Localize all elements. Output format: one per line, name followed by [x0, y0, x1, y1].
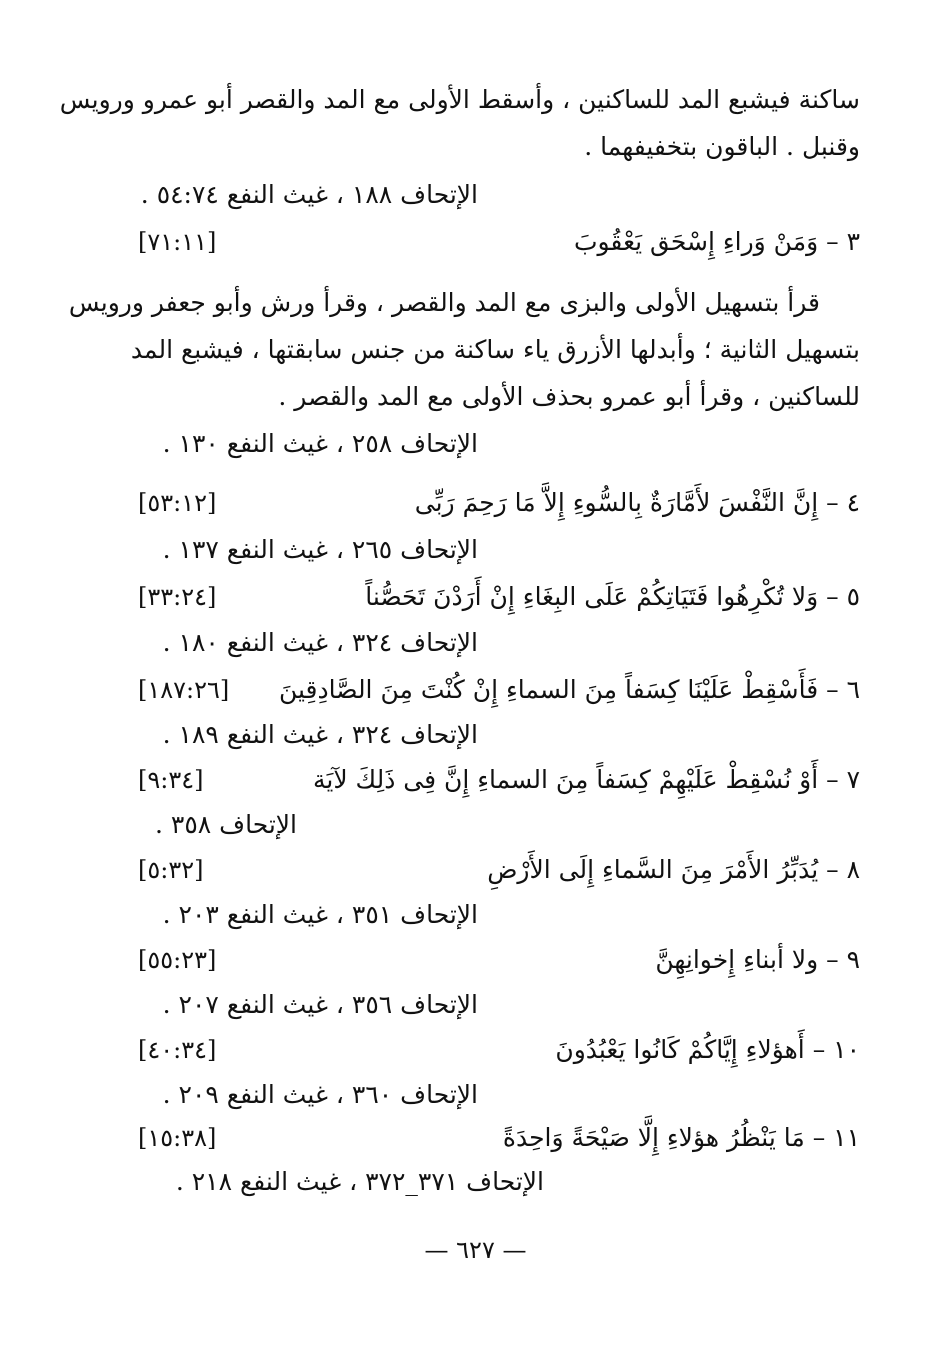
verse-line: ١٠ – أَهؤلاءِ إِيَّاكُمْ كَانُوا يَعْبُدُونَ	[555, 1035, 860, 1064]
verse-line: ٧ – أَوْ نُسْقِطْ عَلَيْهِمْ كِسَفاً مِنَ السماءِ إِنَّ فِى ذَلِكَ لآيَة	[312, 765, 860, 794]
reference-line: الإتحاف ٣٦٠ ، غيث النفع ٢٠٩ .	[162, 1080, 478, 1109]
text-line: قرأ بتسهيل الأولى والبزى مع المد والقصر ، وقرأ ورش وأبو جعفر ورويس	[68, 288, 820, 317]
verse-reference: [٥٣:١٢]	[138, 489, 217, 517]
text-line: وقنبل . الباقون بتخفيفهما .	[584, 132, 860, 161]
reference-line: الإتحاف ٢٥٨ ، غيث النفع ١٣٠ .	[162, 429, 478, 458]
reference-line: الإتحاف ٣٥٨ .	[155, 810, 297, 839]
verse-line: ٩ – ولا أبناءِ إِخوانِهِنَّ	[655, 945, 860, 974]
reference-line: الإتحاف ٢٦٥ ، غيث النفع ١٣٧ .	[162, 535, 478, 564]
text-line: ساكنة فيشبع المد للساكنين ، وأسقط الأولى مع المد والقصر أبو عمرو ورويس	[59, 85, 860, 114]
page-number: — ٦٢٧ —	[424, 1236, 527, 1264]
verse-reference: [٣٣:٢٤]	[138, 583, 217, 611]
text-line: بتسهيل الثانية ؛ وأبدلها الأزرق ياء ساكنة من جنس سابقتها ، فيشبع المد	[130, 335, 860, 364]
verse-reference: [٩:٣٤]	[138, 766, 204, 794]
verse-line: ٦ – فَأَسْقِطْ عَلَيْنَا كِسَفاً مِنَ السماءِ إِنْ كُنْتَ مِنَ الصَّادِقِينَ	[278, 675, 860, 704]
verse-line: ٣ – وَمَنْ وَراءِ إِسْحَق يَعْقُوبَ	[573, 227, 860, 256]
reference-line: الإتحاف ٣٢٤ ، غيث النفع ١٨٠ .	[162, 628, 478, 657]
verse-line: ١١ – مَا يَنْظُرُ هؤلاءِ إِلَّا صَيْحَةً وَاحِدَةً	[502, 1123, 860, 1152]
verse-reference: [٥:٣٢]	[138, 856, 204, 884]
reference-line: الإتحاف ١٨٨ ، غيث النفع ٥٤:٧٤ .	[140, 180, 478, 209]
verse-reference: [١٥:٣٨]	[138, 1124, 217, 1152]
reference-line: الإتحاف ٣٧١_٣٧٢ ، غيث النفع ٢١٨ .	[175, 1167, 544, 1196]
verse-reference: [٥٥:٢٣]	[138, 946, 217, 974]
verse-line: ٥ – وَلا تُكْرِهُوا فَتَيَاتِكُمْ عَلَى البِغَاءِ إِنْ أَرَدْنَ تَحَصُّناً	[365, 582, 860, 611]
verse-line: ٤ – إِنَّ النَّفْسَ لأَمَّارَةٌ بِالسُّوءِ إِلاَّ مَا رَحِمَ رَبِّى	[414, 488, 860, 517]
verse-reference: [٤٠:٣٤]	[138, 1036, 217, 1064]
verse-reference: [١٨٧:٢٦]	[138, 676, 230, 704]
reference-line: الإتحاف ٣٢٤ ، غيث النفع ١٨٩ .	[162, 720, 478, 749]
text-line: للساكنين ، وقرأ أبو عمرو بحذف الأولى مع المد والقصر .	[278, 382, 860, 411]
reference-line: الإتحاف ٣٥١ ، غيث النفع ٢٠٣ .	[162, 900, 478, 929]
reference-line: الإتحاف ٣٥٦ ، غيث النفع ٢٠٧ .	[162, 990, 478, 1019]
verse-line: ٨ – يُدَبِّرُ الأَمْرَ مِنَ السَّماءِ إِلَى الأَرْضِ	[487, 855, 860, 884]
verse-reference: [٧١:١١]	[138, 228, 217, 256]
